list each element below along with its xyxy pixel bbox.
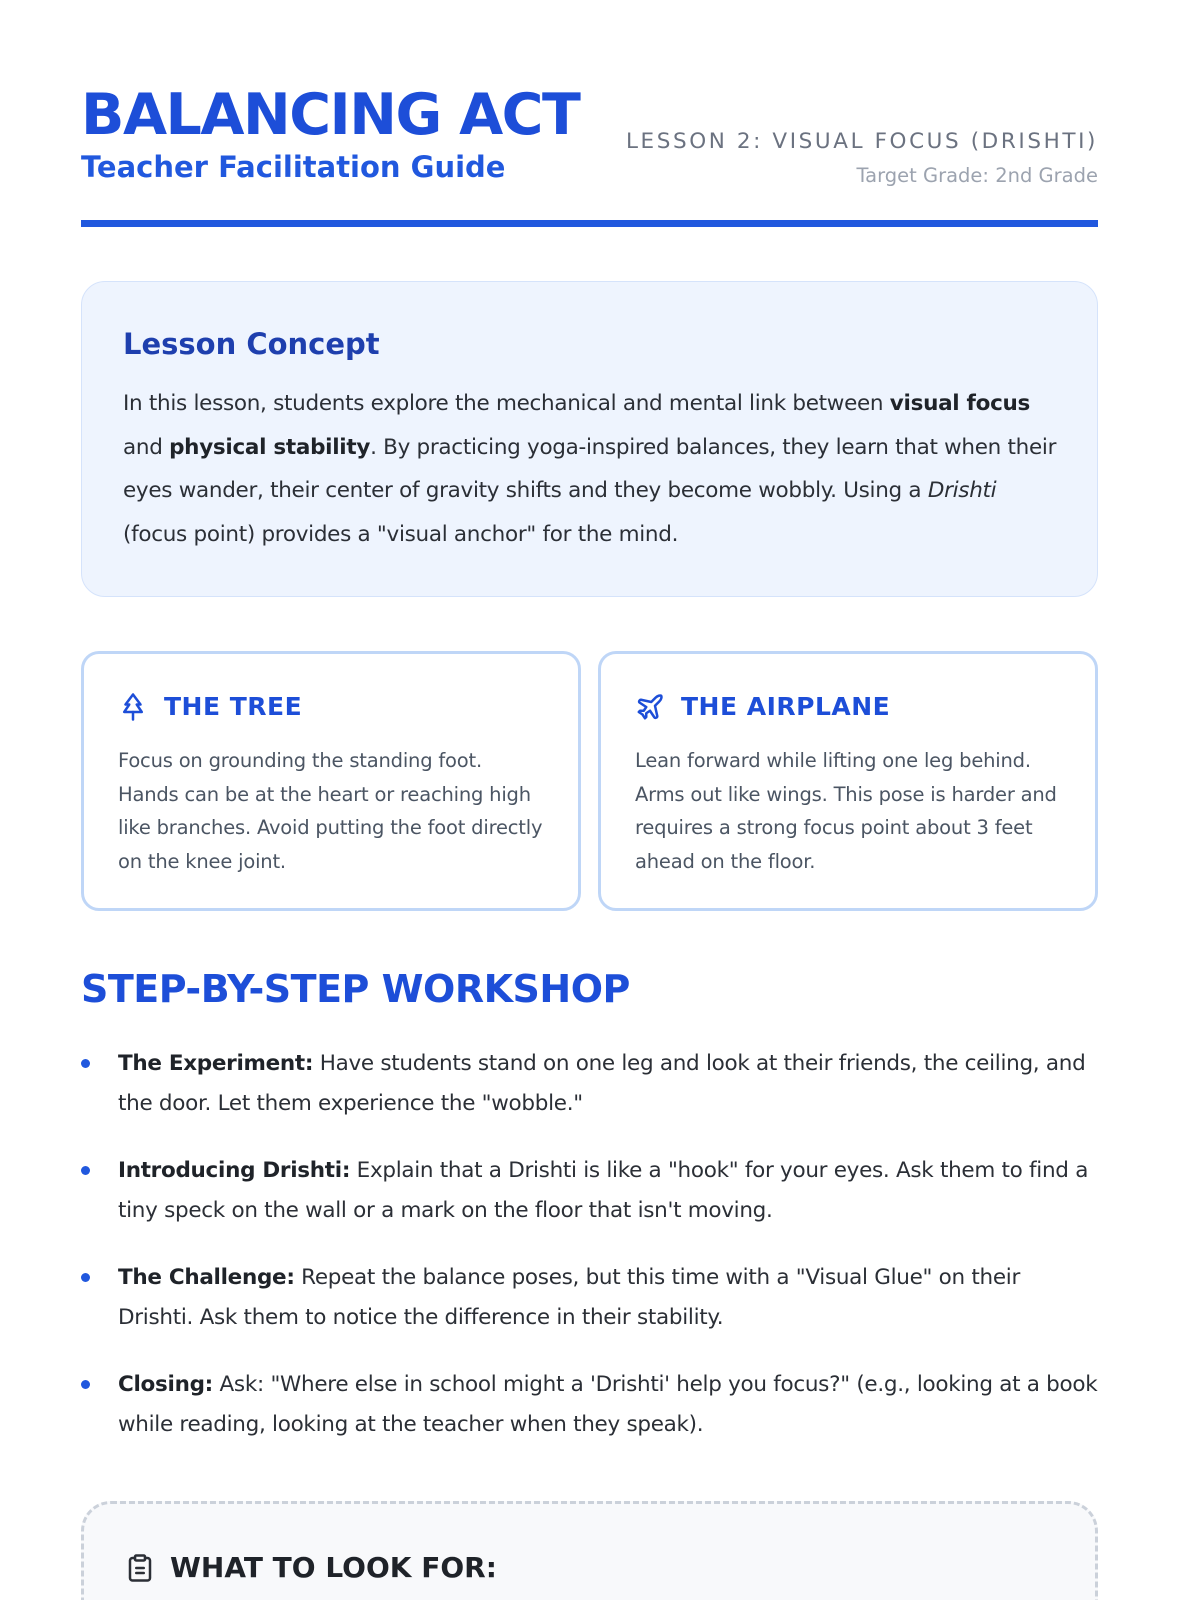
lesson-concept-box	[81, 281, 1098, 597]
airplane-icon	[635, 692, 665, 722]
pose-card-header	[635, 690, 1061, 724]
pose-card-airplane	[598, 651, 1098, 911]
clipboard-icon	[124, 1552, 156, 1584]
step-text: Explain that a Drishti is like a "hook" for your eyes. Ask them to find a tiny speck on the wall or a mark on the floor that isn't moving.	[118, 1158, 1089, 1223]
step-text: Repeat the balance poses, but this time with a "Visual Glue" on their Drishti. Ask them to notice the difference in their stability.	[118, 1265, 1020, 1330]
step-text: Have students stand on one leg and look at their friends, the ceiling, and the door. Let them experience the "wobble."	[118, 1051, 1086, 1116]
pose-card-description: Lean forward while lifting one leg behind. Arms out like wings. This pose is harder and requires a strong focus point about 3 feet ahead on the floor.	[635, 749, 1057, 873]
lesson-label: LESSON 2: VISUAL FOCUS (DRISHTI)	[625, 129, 1098, 154]
pose-card-title: THE AIRPLANE	[681, 692, 891, 721]
pose-card-title: THE TREE	[164, 692, 303, 721]
tree-icon	[118, 692, 148, 722]
pose-card-tree	[81, 651, 581, 911]
step-lead: The Challenge:	[118, 1265, 295, 1290]
target-grade: Target Grade: 2nd Grade	[856, 164, 1098, 187]
document-subtitle: Teacher Facilitation Guide	[81, 150, 506, 184]
bullet-dot	[81, 1059, 90, 1068]
concept-bold-visual-focus: visual focus	[889, 391, 1031, 416]
concept-italic-drishti: Drishti	[927, 478, 997, 503]
workshop-step	[81, 1151, 1098, 1231]
step-lead: Introducing Drishti:	[118, 1158, 351, 1183]
bullet-dot	[81, 1166, 90, 1175]
what-to-look-for-box	[81, 1501, 1098, 1600]
bullet-dot	[81, 1380, 90, 1389]
pose-cards	[81, 651, 1098, 911]
pose-card-description: Focus on grounding the standing foot. Hands can be at the heart or reaching high like branches. Avoid putting the foot directly on the knee joint.	[118, 749, 543, 873]
workshop-steps	[81, 1044, 1098, 1472]
look-for-header	[124, 1548, 1055, 1588]
look-for-title: WHAT TO LOOK FOR:	[170, 1551, 497, 1584]
step-text: Ask: "Where else in school might a 'Drishti' help you focus?" (e.g., looking at a book while reading, looking at the teacher when they speak).	[118, 1372, 1098, 1437]
step-lead: Closing:	[118, 1372, 213, 1397]
pose-card-header	[118, 690, 544, 724]
workshop-step	[81, 1258, 1098, 1338]
page-header	[81, 80, 1098, 230]
concept-text-part: and	[123, 434, 170, 460]
concept-text-part: . By practicing yoga-inspired balances, they learn that when their eyes wander, their center of gravity shifts and they become wobbly. Using a	[123, 434, 1057, 503]
workshop-title: STEP-BY-STEP WORKSHOP	[81, 967, 630, 1011]
concept-text-part: In this lesson, students explore the mechanical and mental link between	[123, 391, 890, 416]
concept-text-part: (focus point) provides a "visual anchor" for the mind.	[123, 521, 679, 547]
document-title: BALANCING ACT	[81, 82, 580, 148]
lesson-concept-title: Lesson Concept	[123, 327, 380, 361]
workshop-step	[81, 1044, 1098, 1124]
workshop-step	[81, 1365, 1098, 1445]
concept-bold-physical-stability: physical stability	[169, 434, 371, 460]
lesson-concept-text	[123, 382, 1057, 556]
header-divider	[81, 220, 1098, 227]
bullet-dot	[81, 1273, 90, 1282]
step-lead: The Experiment:	[118, 1051, 314, 1076]
